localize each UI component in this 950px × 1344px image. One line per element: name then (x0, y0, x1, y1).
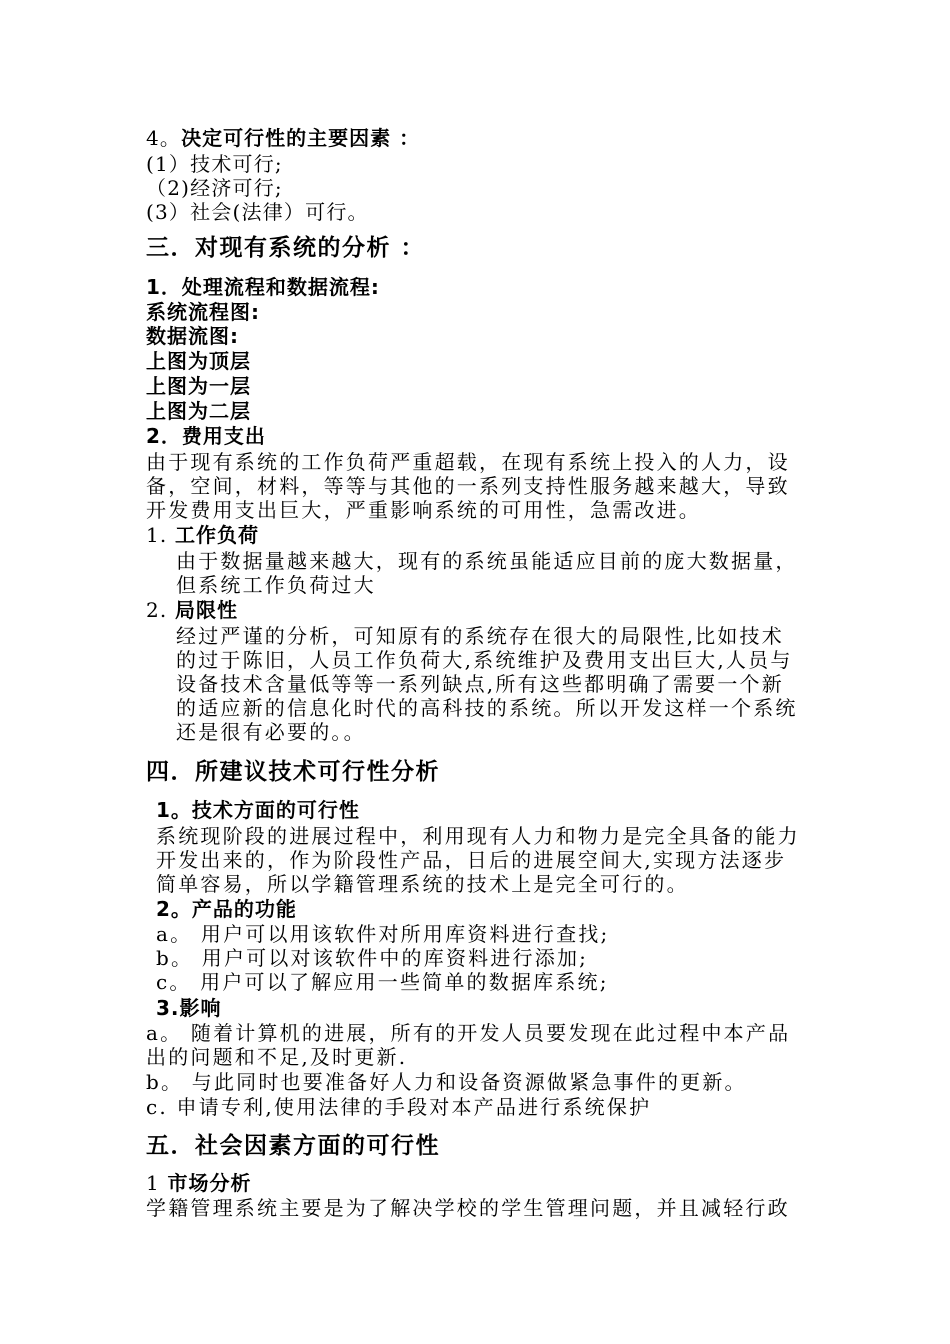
section-heading: 五．社会因素方面的可行性 (146, 1133, 440, 1159)
paragraph-line: 由于数据量越来越大，现有的系统虽能适应目前的庞大数据量， (176, 549, 798, 573)
factor-item: (1）技术可行; (146, 152, 283, 176)
factors-heading (146, 126, 420, 150)
paragraph-line: 的过于陈旧，人员工作负荷大,系统维护及费用支出巨大,人员与 (176, 648, 793, 672)
subheading: 2。产品的功能 (156, 897, 297, 921)
list-item: a。 用户可以用该软件对所用库资料进行查找; (156, 922, 610, 946)
list-item-heading (146, 598, 238, 622)
list-item: b。 用户可以对该软件中的库资料进行添加; (156, 946, 589, 970)
paragraph-line: 还是很有必要的。。 (176, 720, 366, 744)
text-line: 上图为二层 (146, 399, 251, 423)
item-label: 局限性 (175, 598, 239, 622)
factors-num: 4。 (146, 126, 182, 150)
text-line: 上图为顶层 (146, 349, 251, 373)
item-number: 2. (146, 598, 176, 622)
paragraph-line: 出的问题和不足,及时更新. (146, 1045, 408, 1069)
paragraph-line: 备，空间，材料，等等与其他的一系列支持性服务越来越大，导致 (146, 474, 790, 498)
text-line: 系统流程图: (146, 300, 260, 324)
text-line: 数据流图: (146, 324, 239, 348)
paragraph-line: 经过严谨的分析，可知原有的系统存在很大的局限性,比如技术 (176, 624, 784, 648)
factors-title: 决定可行性的主要因素 ： (181, 126, 421, 150)
item-label: 工作负荷 (175, 523, 260, 547)
paragraph-line: 开发出来的，作为阶段性产品，日后的进展空间大,实现方法逐步 (156, 848, 787, 872)
paragraph-line: b。 与此同时也要准备好人力和设备资源做紧急事件的更新。 (146, 1070, 747, 1094)
paragraph-line: 开发费用支出巨大，严重影响系统的可用性，急需改进。 (146, 498, 701, 522)
subheading: 3.影响 (156, 996, 222, 1020)
paragraph-line: 的适应新的信息化时代的高科技的系统。所以开发这样一个系统 (176, 696, 798, 720)
subheading (146, 1171, 251, 1195)
paragraph-line: 由于现有系统的工作负荷严重超载，在现有系统上投入的人力，设 (146, 450, 790, 474)
item-number: 1. (146, 523, 176, 547)
factor-item: （2)经济可行; (146, 176, 283, 200)
text-line: 上图为一层 (146, 374, 251, 398)
list-item: c。 用户可以了解应用一些简单的数据库系统; (156, 970, 609, 994)
subheading: 2．费用支出 (146, 424, 266, 448)
paragraph-line: 系统现阶段的进展过程中，利用现有人力和物力是完全具备的能力 (156, 824, 800, 848)
item-number: 1 (146, 1171, 168, 1195)
subheading: 1．处理流程和数据流程: (146, 275, 380, 299)
paragraph-line: 简单容易，所以学籍管理系统的技术上是完全可行的。 (156, 872, 689, 896)
paragraph-line: a。 随着计算机的进展，所有的开发人员要发现在此过程中本产品 (146, 1021, 791, 1045)
subheading: 1。技术方面的可行性 (156, 798, 360, 822)
paragraph-line: c. 申请专利,使用法律的手段对本产品进行系统保护 (146, 1095, 652, 1119)
paragraph-line: 但系统工作负荷过大 (176, 573, 376, 597)
paragraph-line: 设备技术含量低等等一系列缺点,所有这些都明确了需要一个新 (176, 672, 784, 696)
item-label: 市场分析 (167, 1171, 252, 1195)
paragraph-line: 学籍管理系统主要是为了解决学校的学生管理问题，并且减轻行政 (146, 1196, 790, 1220)
list-item-heading (146, 523, 259, 547)
section-heading: 三．对现有系统的分析 ： (146, 235, 426, 261)
section-heading: 四．所建议技术可行性分析 (146, 759, 440, 785)
factor-item: (3）社会(法律）可行。 (146, 200, 369, 224)
